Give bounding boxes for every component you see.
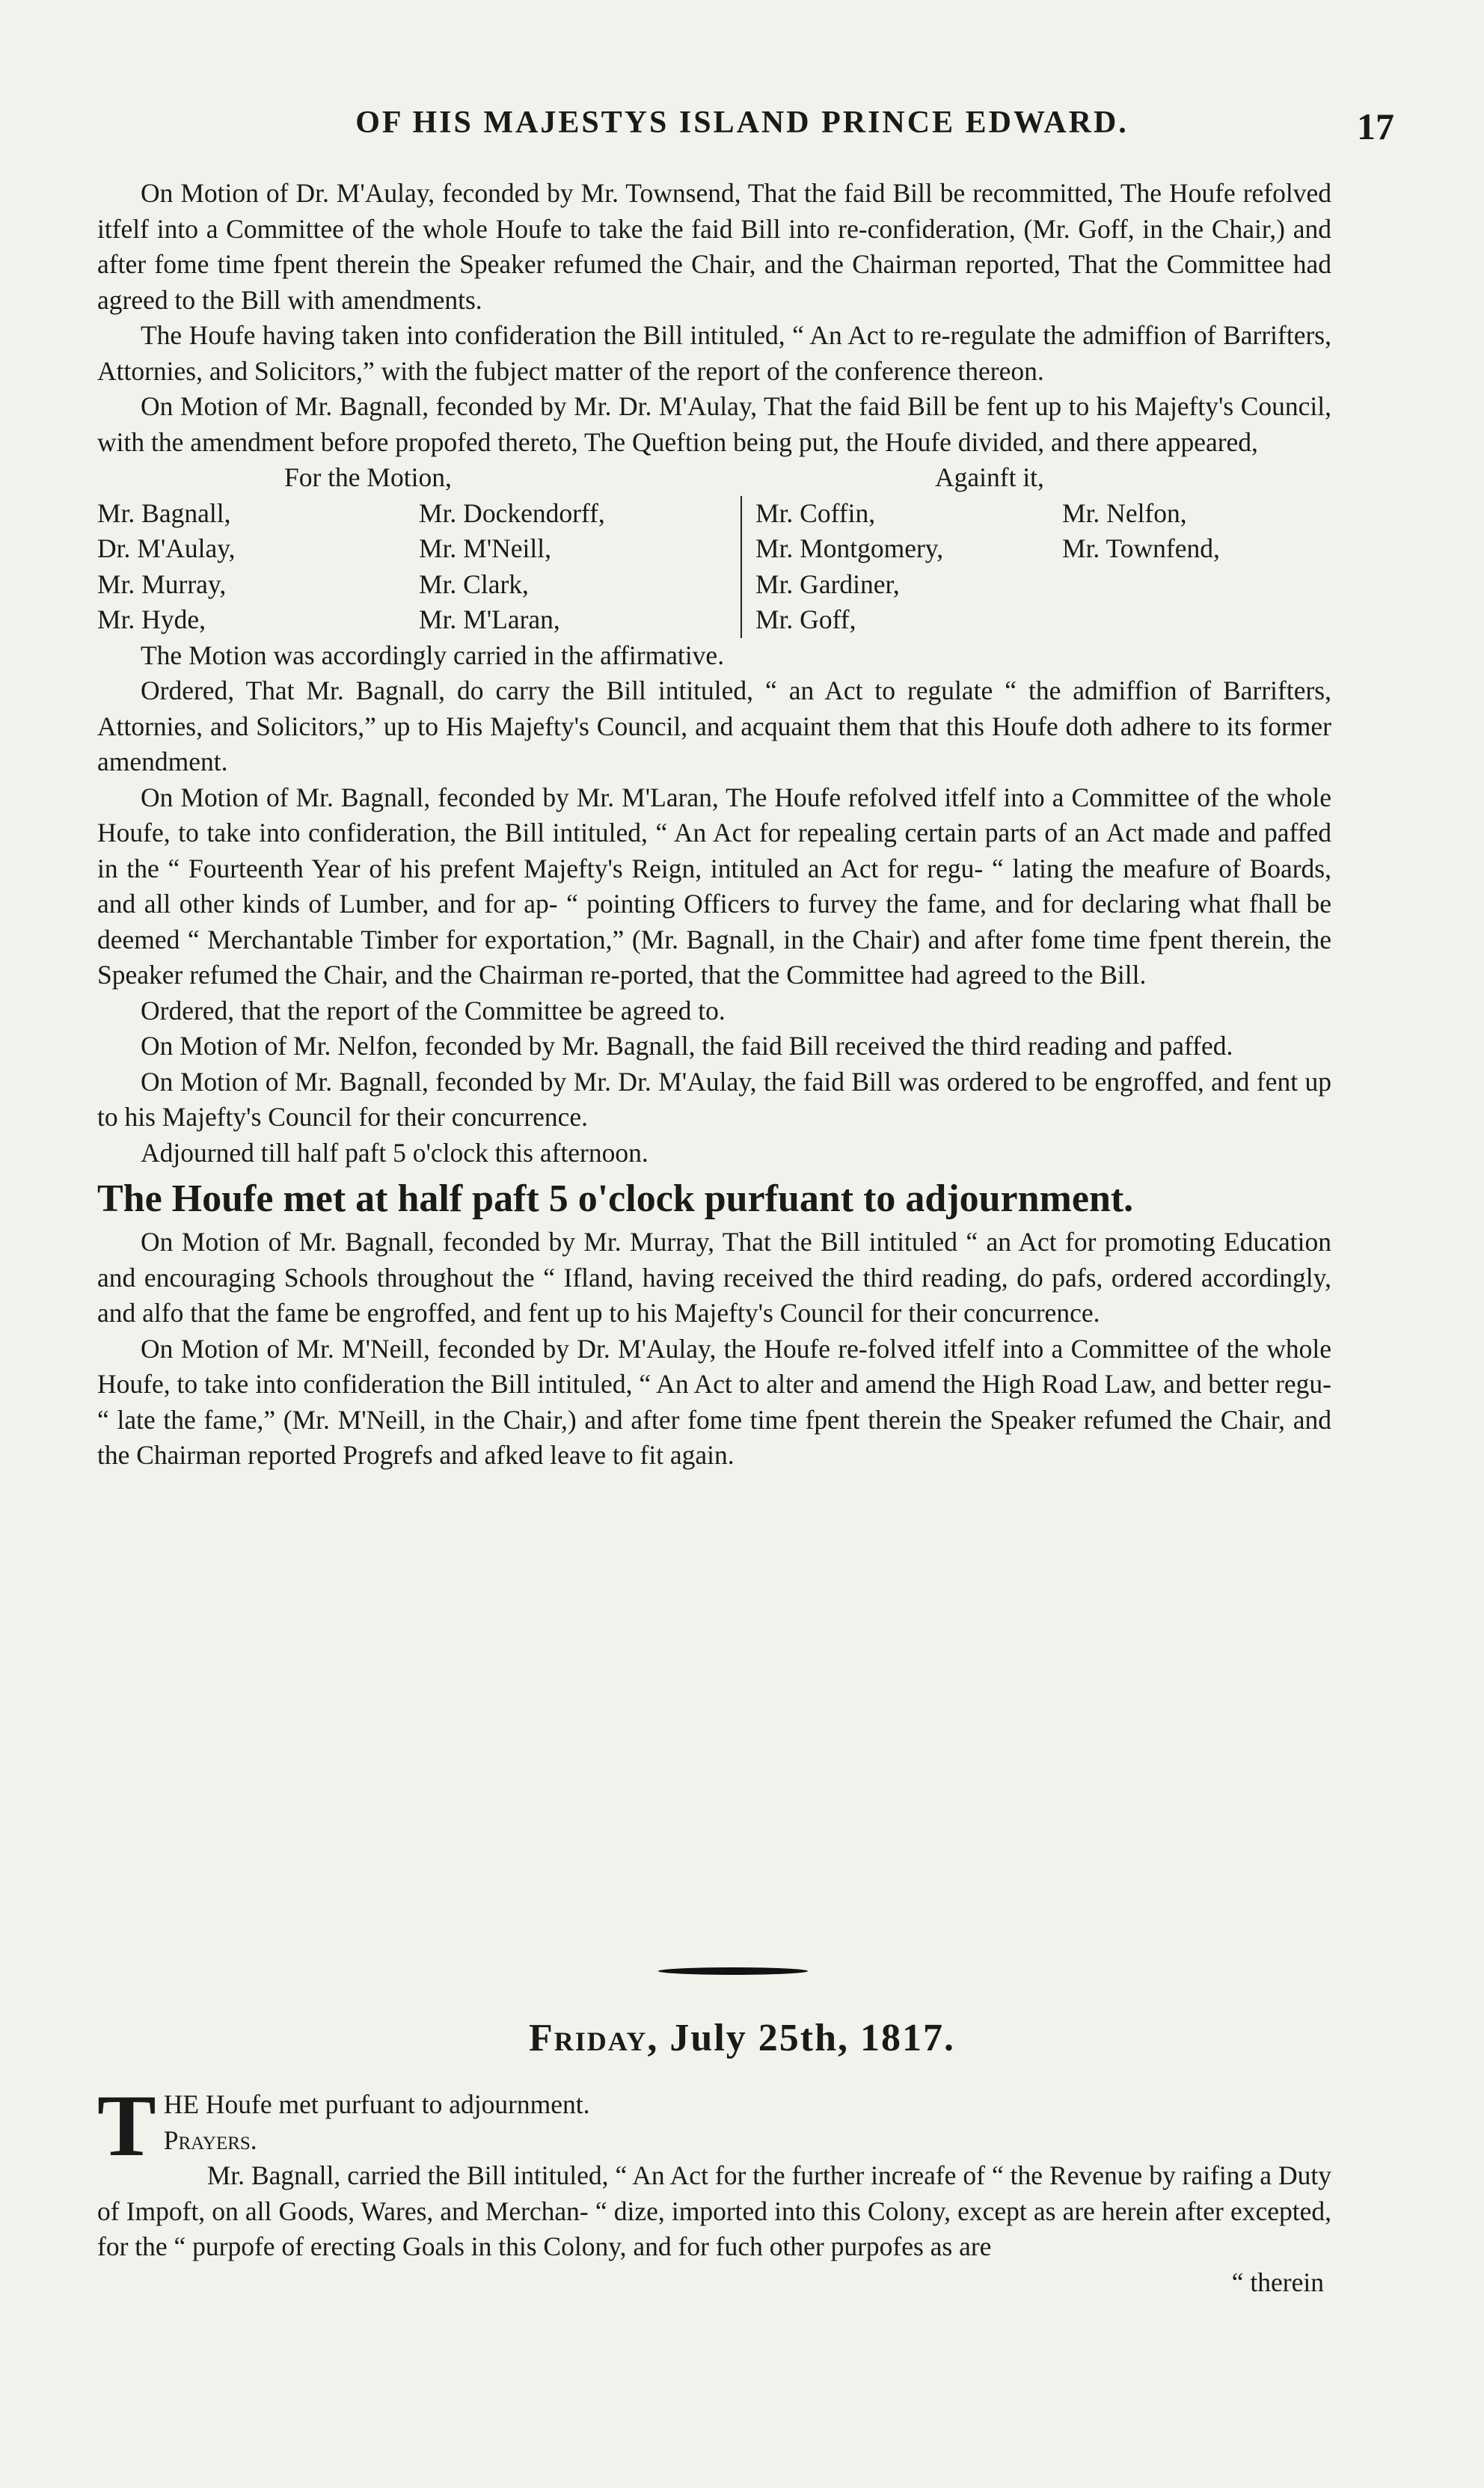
- prayers-line: Prayers.: [163, 2124, 257, 2155]
- member-name: Mr. Dockendorff,: [419, 497, 605, 528]
- paragraph: On Motion of Mr. Bagnall, feconded by Mr. M'Laran, The Houfe refolved itfelf into a Committee of the whole Houfe, to take into confideration, the Bill intituled, “ An Act for repealing certain parts of an Act made and paffed in the “ Fourteenth Year of his prefent Majefty's Reign, intituled an Act for regu- “ lating the meafure of Boards, and all other kinds of Lumber, and for ap- “ pointing Officers to furvey the fame, and for declaring what fhall be deemed “ Merchantable Timber for exportation,” (Mr. Bagnall, in the Chair) and after fome time fpent therein, the Speaker refumed the Chair, and the Chairman re-ported, that the Committee had agreed to the Bill.: [97, 782, 1331, 990]
- paragraph: The Motion was accordingly carried in the affirmative.: [141, 640, 725, 670]
- paragraph: On Motion of Mr. Bagnall, feconded by Mr. Dr. M'Aulay, the faid Bill was ordered to be engroffed, and fent up to his Majefty's Council for their concurrence.: [97, 1066, 1331, 1132]
- date-heading: [0, 2016, 1484, 2060]
- member-name: Mr. Goff,: [755, 604, 856, 634]
- member-name: Mr. Clark,: [419, 569, 529, 599]
- member-name: Mr. Gardiner,: [755, 569, 900, 599]
- against-column-1: [741, 496, 1062, 638]
- member-name: Mr. Hyde,: [97, 604, 206, 634]
- member-name: [1062, 567, 1331, 603]
- running-title: OF HIS MAJESTYS ISLAND PRINCE EDWARD.: [355, 105, 1129, 140]
- friday-proceedings: [97, 2077, 1331, 2300]
- catchword: “ therein: [1231, 2267, 1324, 2297]
- main-text: [97, 176, 1331, 1474]
- member-name: Mr. Montgomery,: [755, 533, 944, 563]
- date-text: July 25th, 1817.: [669, 2017, 956, 2059]
- opening-line: HE Houfe met purfuant to adjournment.: [163, 2089, 590, 2119]
- member-name: Mr. Bagnall,: [97, 497, 231, 528]
- member-name: Mr. Coffin,: [755, 497, 876, 528]
- member-name: Mr. Nelfon,: [1062, 497, 1187, 528]
- division-list: [97, 460, 1331, 638]
- for-column-2: [419, 496, 741, 638]
- paragraph: On Motion of Mr. M'Neill, feconded by Dr. M'Aulay, the Houfe re-folved itfelf into a Committee of the whole Houfe, to take into confideration the Bill intituled, “ An Act to alter and amend the High Road Law, and better regu- “ late the fame,” (Mr. M'Neill, in the Chair,) and after fome time fpent therein the Speaker refumed the Chair, and the Chairman reported Progrefs and afked leave to fit again.: [97, 1333, 1331, 1470]
- for-motion-label: For the Motion,: [284, 462, 452, 492]
- paragraph: On Motion of Mr. Nelfon, feconded by Mr. Bagnall, the faid Bill received the third reading and paffed.: [141, 1031, 1233, 1061]
- against-motion-label: Againft it,: [935, 462, 1044, 492]
- ornamental-rule: [658, 1967, 808, 1975]
- division-headings: [97, 460, 1331, 496]
- member-name: Mr. Townfend,: [1062, 533, 1220, 563]
- paragraph: Ordered, that the report of the Committee be agreed to.: [141, 995, 726, 1026]
- for-column-1: [97, 496, 419, 638]
- paragraph: Ordered, That Mr. Bagnall, do carry the Bill intituled, “ an Act to regulate “ the admiffion of Barrifters, Attornies, and Solicitors,” up to His Majefty's Council, and acquaint them that this Houfe doth adhere to its former amendment.: [97, 675, 1331, 776]
- paragraph: On Motion of Mr. Bagnall, feconded by Mr. Dr. M'Aulay, That the faid Bill be fent up to his Majefty's Council, with the amendment before propofed thereto, The Queftion being put, the Houfe divided, and there appeared,: [97, 391, 1331, 457]
- paragraph: Adjourned till half paft 5 o'clock this afternoon.: [141, 1137, 649, 1168]
- against-column-2: [1062, 496, 1331, 638]
- member-name: Mr. Murray,: [97, 569, 227, 599]
- page-number: 17: [1357, 105, 1394, 147]
- paragraph: On Motion of Dr. M'Aulay, feconded by Mr. Townsend, That the faid Bill be recommitted, The Houfe refolved itfelf into a Committee of the whole Houfe to take the faid Bill into re-confideration, (Mr. Goff, in the Chair,) and after fome time fpent therein the Speaker refumed the Chair, and the Chairman reported, That the Committee had agreed to the Bill with amendments.: [97, 178, 1331, 315]
- page-header: [90, 105, 1394, 157]
- member-name: Dr. M'Aulay,: [97, 533, 236, 563]
- paragraph: The Houfe having taken into confideration the Bill intituled, “ An Act to re-regulate the admiffion of Barrifters, Attornies, and Solicitors,” with the fubject matter of the report of the conference thereon.: [97, 320, 1331, 386]
- division-names: [97, 496, 1331, 638]
- paragraph: On Motion of Mr. Bagnall, feconded by Mr. Murray, That the Bill intituled “ an Act for promoting Education and encouraging Schools throughout the “ Ifland, having received the third reading, do pafs, ordered accordingly, and alfo that the fame be engroffed, and fent up to his Majefty's Council for their concurrence.: [97, 1227, 1331, 1328]
- drop-cap: T: [97, 2077, 156, 2175]
- paragraph: Mr. Bagnall, carried the Bill intituled, “ An Act for the further increafe of “ the Revenue by raifing a Duty of Impoft, on all Goods, Wares, and Merchan- “ dize, imported into this Colony, except as are herein after excepted, for the “ purpofe of erecting Goals in this Colony, and for fuch other purpofes as are: [97, 2160, 1331, 2261]
- member-name: Mr. M'Laran,: [419, 604, 560, 634]
- day-name: Friday,: [528, 2017, 659, 2059]
- member-name: Mr. M'Neill,: [419, 533, 551, 563]
- member-name: [1062, 602, 1331, 638]
- afternoon-session-heading: The Houfe met at half paft 5 o'clock purfuant to adjournment.: [97, 1177, 1134, 1220]
